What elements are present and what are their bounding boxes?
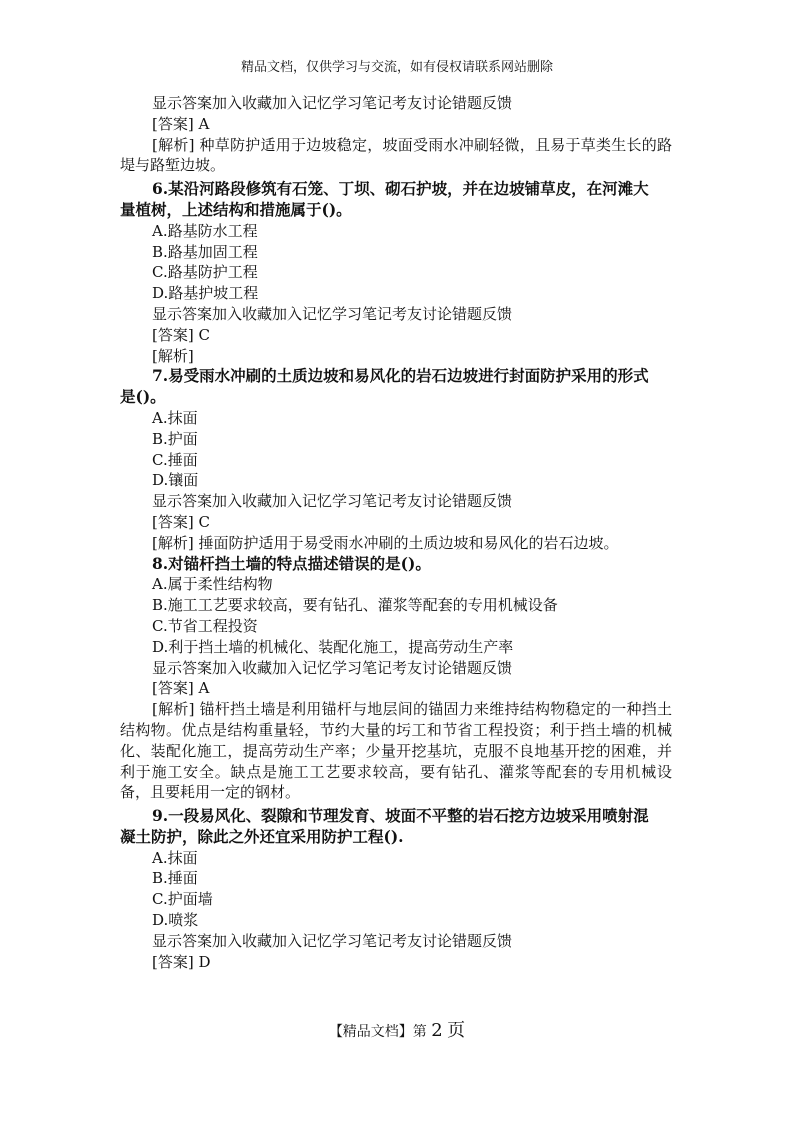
option-d: D.利于挡土墙的机械化、装配化施工，提高劳动生产率	[152, 637, 514, 656]
footer-label: 【精品文档】第	[328, 1024, 427, 1040]
option-b: B.路基加固工程	[152, 242, 258, 261]
option-a: A.抹面	[152, 408, 198, 427]
answer-text: [答案] A	[152, 679, 210, 698]
option-c: C.捶面	[152, 450, 198, 469]
question-stem: 9.一段易风化、裂隙和节理发育、坡面不平整的岩石挖方边坡采用喷射混	[152, 806, 649, 826]
option-a: A.属于柔性结构物	[152, 575, 273, 594]
option-b: B.施工工艺要求较高，要有钻孔、灌浆等配套的专用机械设备	[152, 596, 558, 615]
page-number: 2	[431, 1020, 443, 1041]
analysis-text: [解析] 捶面防护适用于易受雨水冲刷的土质边坡和易风化的岩石边坡。	[152, 533, 619, 552]
analysis-text: [解析]	[152, 346, 194, 365]
question-stem: 7.易受雨水冲刷的土质边坡和易风化的岩石边坡进行封面防护采用的形式	[152, 366, 649, 386]
option-b: B.捶面	[152, 869, 198, 888]
answer-text: [答案] A	[152, 114, 210, 133]
option-a: A.抹面	[152, 848, 198, 867]
option-c: C.节省工程投资	[152, 616, 258, 635]
answer-toolbar[interactable]: 显示答案加入收藏加入记忆学习笔记考友讨论错题反馈	[152, 94, 513, 112]
question-stem: 8.对锚杆挡土墙的特点描述错误的是()。	[152, 553, 431, 573]
answer-toolbar[interactable]: 显示答案加入收藏加入记忆学习笔记考友讨论错题反馈	[152, 931, 513, 950]
page-header: 精品文档，仅供学习与交流，如有侵权请联系网站删除	[240, 60, 553, 75]
option-d: D.喷浆	[152, 911, 199, 930]
document-body	[120, 93, 672, 972]
analysis-text: [解析] 锚杆挡土墙是利用锚杆与地层间的锚固力来维持结构物稳定的一种挡土结构物。优点是结构重量轻，节约大量的圬工和节省工程投资；利于挡土墙的机械化、装配化施工，提高劳动生产率；少量开挖基坑，克服不良地基开挖的困难，并利于施工安全。缺点是施工工艺要求较高，要有钻孔、灌浆等配套的专用机械设备，且要耗用一定的钢材。	[120, 700, 672, 802]
question-stem-cont: 量植树，上述结构和措施属于()。	[120, 199, 352, 219]
question-stem: 6.某沿河路段修筑有石笼、丁坝、砌石护坡，并在边坡铺草皮，在河滩大	[152, 179, 649, 199]
answer-text: [答案] D	[152, 952, 211, 971]
option-c: C.护面墙	[152, 890, 213, 909]
page-unit: 页	[447, 1020, 466, 1041]
option-c: C.路基防护工程	[152, 263, 258, 282]
option-d: D.镶面	[152, 471, 199, 490]
option-d: D.路基护坡工程	[152, 284, 259, 303]
answer-toolbar[interactable]: 显示答案加入收藏加入记忆学习笔记考友讨论错题反馈	[152, 304, 513, 323]
option-b: B.护面	[152, 429, 198, 448]
answer-toolbar[interactable]: 显示答案加入收藏加入记忆学习笔记考友讨论错题反馈	[152, 658, 513, 677]
answer-text: [答案] C	[152, 512, 210, 531]
page-footer	[0, 1016, 794, 1042]
option-a: A.路基防水工程	[152, 221, 258, 240]
answer-text: [答案] C	[152, 325, 210, 344]
answer-toolbar[interactable]: 显示答案加入收藏加入记忆学习笔记考友讨论错题反馈	[152, 492, 513, 511]
question-stem-cont: 是()。	[120, 387, 166, 407]
analysis-text: [解析] 种草防护适用于边坡稳定，坡面受雨水冲刷轻微，且易于草类生长的路堤与路堑边坡。	[120, 135, 672, 175]
question-stem-cont: 凝土防护，除此之外还宜采用防护工程().	[120, 826, 404, 846]
